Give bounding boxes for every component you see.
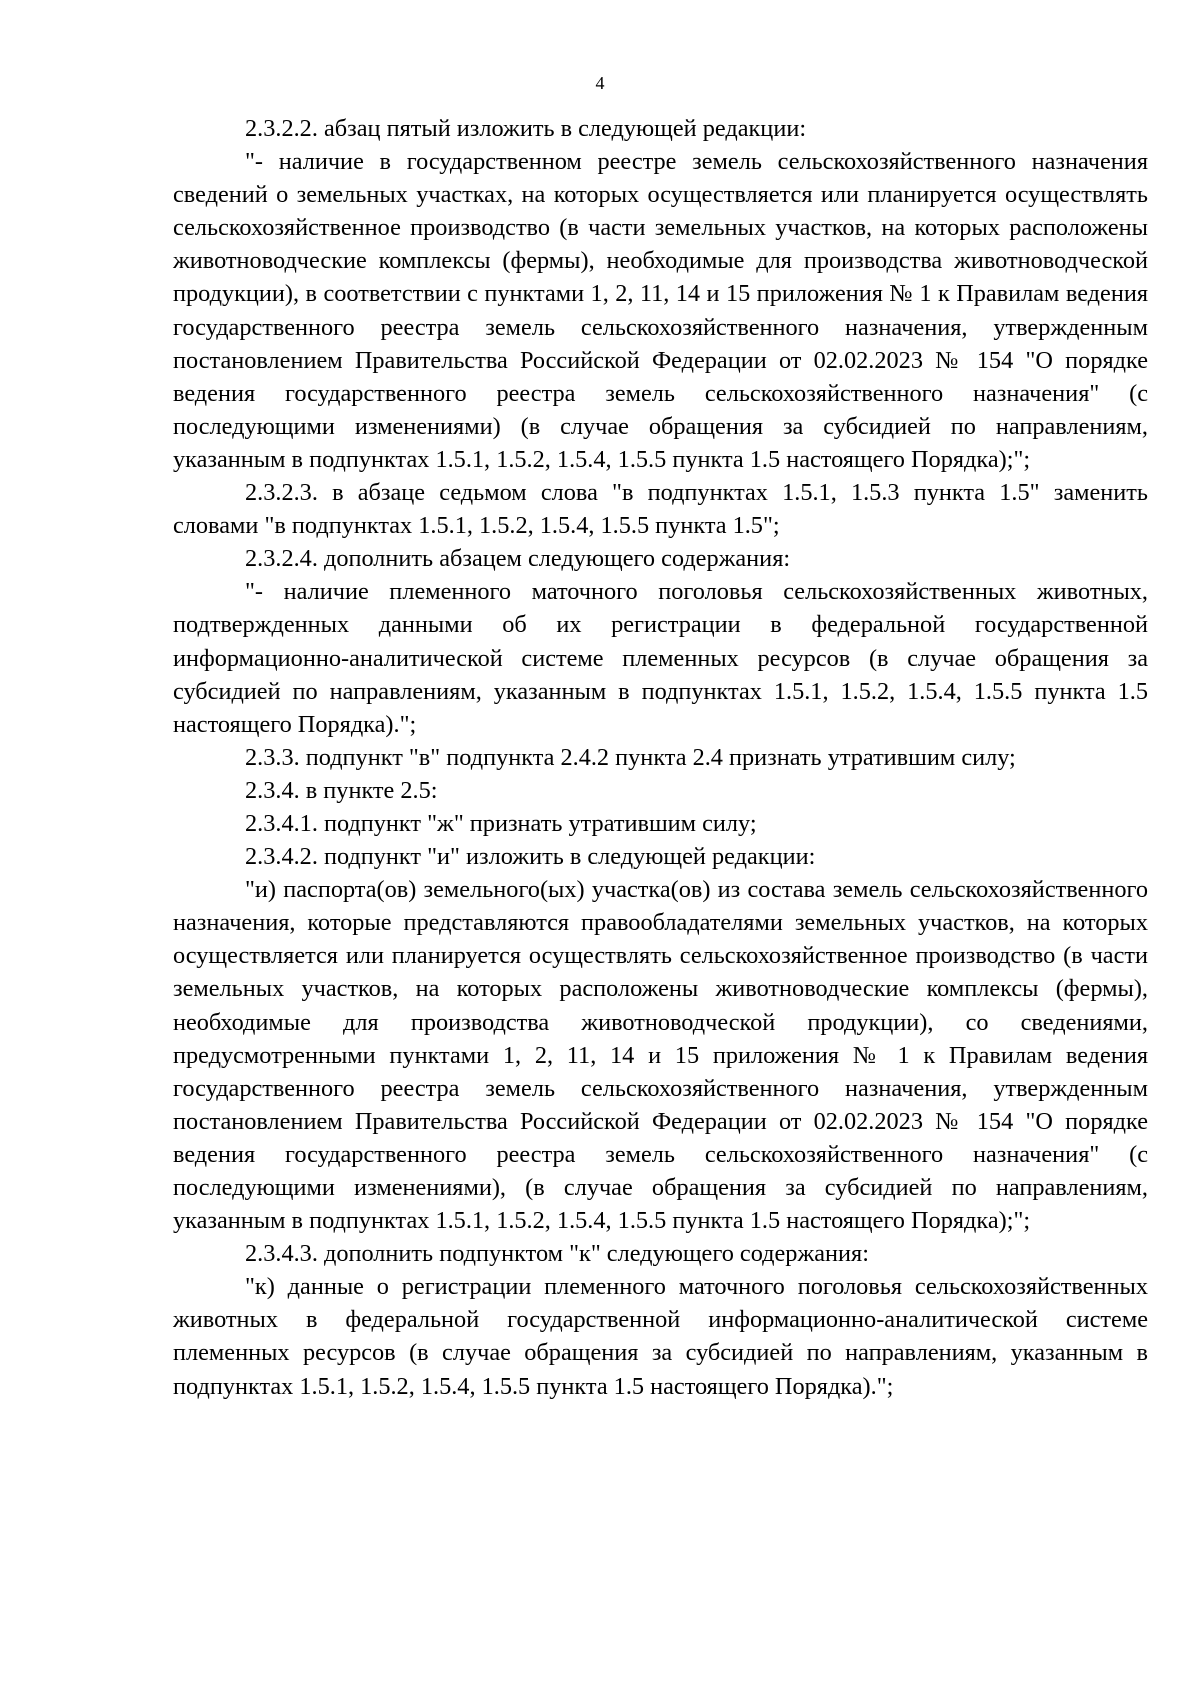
paragraph-subitem-i-land-passports: "и) паспорта(ов) земельного(ых) участка(ов) из состава земель сельскохозяйственного назначения, которые представляются правообладателями земельных участков, на которых осуществляется или планируется осуществлять сельскохозяйственное производство (в части земельных участков, на которых расположены животноводческие комплексы (фермы), необходимые для производства животноводческой продукции), со сведениями, предусмотренными пунктами 1, 2, 11, 14 и 15 приложения № 1 к Правилам ведения государственного реестра земель сельскохозяйственного назначения, утвержденным постановлением Правительства Российской Федерации от 02.02.2023 № 154 "О порядке ведения государственного реестра земель сельскохозяйственного назначения" (с последующими изменениями), (в случае обращения за субсидией по направлениям, указанным в подпунктах 1.5.1, 1.5.2, 1.5.4, 1.5.5 пункта 1.5 настоящего Порядка);"; <box>173 876 1148 1235</box>
paragraph-breeding-livestock-requirement: "- наличие племенного маточного поголовья сельскохозяйственных животных, подтвержденных данными об их регистрации в федеральной государственной информационно-аналитической системе племенных ресурсов (в случае обращения за субсидией по направлениям, указанным в подпунктах 1.5.1, 1.5.2, 1.5.4, 1.5.5 пункта 1.5 настоящего Порядка)."; <box>173 578 1148 738</box>
paragraph-2-3-2-2: 2.3.2.2. абзац пятый изложить в следующей редакции: <box>245 115 807 142</box>
paragraph-2-3-4-1: 2.3.4.1. подпункт "ж" признать утратившим силу; <box>245 809 757 837</box>
paragraph-subitem-k-breeding-registration: "к) данные о регистрации племенного маточного поголовья сельскохозяйственных животных в федеральной государственной информационно-аналитической системе племенных ресурсов (в случае обращения за субсидией по направлениям, указанным в подпунктах 1.5.1, 1.5.2, 1.5.4, 1.5.5 пункта 1.5 настоящего Порядка)."; <box>173 1273 1148 1400</box>
paragraph-2-3-3: 2.3.3. подпункт "в" подпункта 2.4.2 пункта 2.4 признать утратившим силу; <box>245 743 1016 771</box>
paragraph-2-3-2-4: 2.3.2.4. дополнить абзацем следующего содержания: <box>245 545 791 573</box>
paragraph-2-3-4-2: 2.3.4.2. подпункт "и" изложить в следующей редакции: <box>245 843 816 871</box>
paragraph-land-registry-requirement: "- наличие в государственном реестре земель сельскохозяйственного назначения сведений о земельных участках, на которых осуществляется или планируется осуществлять сельскохозяйственное производство (в части земельных участков, на которых расположены животноводческие комплексы (фермы), необходимые для производства животноводческой продукции), в соответствии с пунктами 1, 2, 11, 14 и 15 приложения № 1 к Правилам ведения государственного реестра земель сельскохозяйственного назначения, утвержденным постановлением Правительства Российской Федерации от 02.02.2023 № 154 "О порядке ведения государственного реестра земель сельскохозяйственного назначения" (с последующими изменениями) (в случае обращения за субсидией по направлениям, указанным в подпунктах 1.5.1, 1.5.2, 1.5.4, 1.5.5 пункта 1.5 настоящего Порядка);"; <box>173 148 1148 473</box>
paragraph-2-3-4-3: 2.3.4.3. дополнить подпунктом "к" следующего содержания: <box>245 1240 869 1268</box>
document-body <box>173 112 1148 1403</box>
paragraph-2-3-4: 2.3.4. в пункте 2.5: <box>245 776 438 804</box>
paragraph-2-3-2-3: 2.3.2.3. в абзаце седьмом слова "в подпунктах 1.5.1, 1.5.3 пункта 1.5" заменить словами "в подпунктах 1.5.1, 1.5.2, 1.5.4, 1.5.5 пункта 1.5"; <box>173 479 1148 540</box>
page-number: 4 <box>595 73 605 93</box>
